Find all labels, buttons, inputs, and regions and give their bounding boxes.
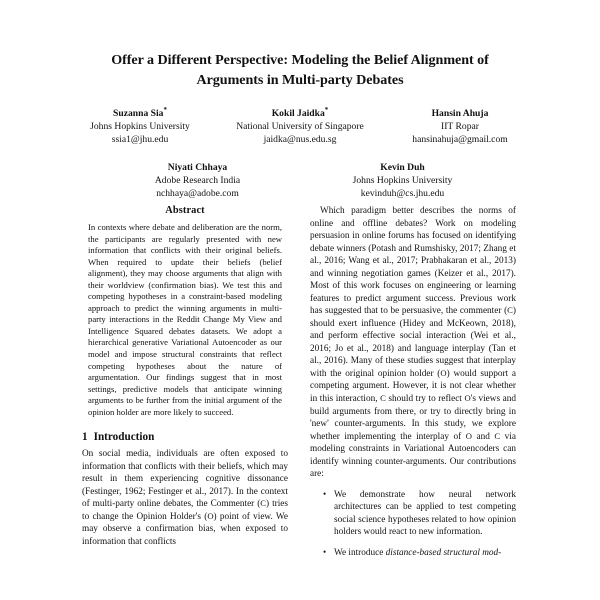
author-name-text: Suzanna Sia — [113, 108, 164, 120]
opinion-holder-symbol: O — [464, 392, 471, 403]
author-name — [220, 106, 380, 121]
list-item — [325, 547, 516, 560]
list-item-text-plain: We introduce — [334, 547, 386, 558]
contributions-list — [310, 489, 516, 560]
bullet-icon: • — [323, 547, 327, 558]
bullet-icon: • — [323, 489, 327, 500]
authors-row-2 — [0, 160, 600, 201]
author-email: hansinahuja@gmail.com — [412, 133, 508, 145]
rc-text-b: ) should exert influence (Hidey and McKeown, 2018), and perform effective social interaction (Wei et al., 2016; Jo et al., 2018) and language interplay (Tan et al., 2016). Many of these studies suggest that interplay with the original opinion holder ( — [310, 306, 516, 379]
author-email: ssia1@jhu.edu — [111, 133, 169, 145]
author-name — [300, 160, 505, 175]
list-item-text-emphasis: distance-based structural mod- — [385, 547, 502, 558]
author-affiliation: National University of Singapore — [236, 121, 364, 133]
author-name-text: Kevin Duh — [380, 161, 425, 173]
right-column-paragraph-1 — [310, 205, 516, 481]
rc-text-d: should try to reflect — [385, 393, 465, 404]
rc-text-e: 's views and build arguments from there, or try to directly bring in 'new' counter-arguments. In this study, we explore whether implementing the interplay of — [310, 393, 516, 442]
abstract-body — [82, 222, 288, 418]
paper-title-line-1: Offer a Different Perspective: Modeling the Belief Alignment of — [111, 52, 489, 68]
author-block — [60, 106, 220, 147]
abstract-heading: Abstract — [165, 205, 205, 216]
author-affiliation: Adobe Research India — [154, 174, 241, 186]
rc-text-c: ) would support a competing argument. However, it is not clear whether in this interaction, — [310, 368, 516, 404]
authors-row-1 — [0, 106, 600, 147]
author-name-text: Niyati Chhaya — [167, 161, 228, 173]
section-number: 1 — [82, 431, 88, 444]
title-block — [0, 0, 600, 90]
opinion-holder-symbol: O — [440, 367, 447, 378]
author-email: jaidka@nus.edu.sg — [263, 133, 337, 145]
author-footnote-marker: * — [324, 106, 329, 114]
rc-text-f: and — [471, 431, 495, 442]
section-heading-introduction — [82, 431, 288, 443]
list-item — [325, 489, 516, 539]
author-email: nchhaya@adobe.com — [156, 187, 239, 199]
right-column — [310, 205, 516, 600]
list-item-text — [334, 548, 501, 558]
author-name-text: Hansin Ahuja — [431, 108, 489, 120]
author-block — [220, 106, 380, 147]
author-name-text: Kokil Jaidka — [271, 108, 325, 120]
author-block — [380, 106, 540, 147]
intro-text-b: ) tries to change the Opinion Holder's ( — [82, 499, 288, 522]
body-columns — [0, 205, 600, 600]
opinion-holder-symbol: O — [207, 510, 214, 521]
author-email: kevinduh@cs.jhu.edu — [360, 187, 445, 199]
list-item-text: We demonstrate how neural network architectures can be applied to test competing social science hypotheses related to how opinion holders would react to new information. — [334, 489, 516, 538]
commenter-symbol: C — [507, 305, 513, 316]
commenter-symbol: C — [260, 498, 267, 509]
section-title: Introduction — [93, 431, 155, 444]
rc-text-a: Which paradigm better describes the norms of online and offline debates? Work on modeling persuasion in online forums has focused on identifying debate winners (Potash and Rumshisky, 2017; Zhang et al., 2016; Wang et al., 2017; Prabhakaran et al., 2013) and winning negotiation games (Keizer et al., 2017). Most of this work focuses on engineering or learning features to predict argument success. Previous work has suggested that to be persuasive, the commenter ( — [310, 206, 516, 317]
commenter-symbol: C — [380, 392, 386, 403]
author-name — [95, 160, 300, 175]
author-affiliation: Johns Hopkins University — [90, 121, 190, 133]
left-column — [82, 205, 288, 600]
opinion-holder-symbol: O — [465, 430, 472, 441]
author-block — [300, 160, 505, 201]
author-affiliation: IIT Ropar — [441, 121, 479, 133]
paper-title-line-2: Arguments in Multi-party Debates — [196, 72, 404, 88]
intro-text-a: On social media, individuals are often exposed to information that conflicts with their beliefs, which may result in them experiencing cognitive dissonance (Festinger, 1962; Festinger et al., 2017). In the context of multi-party online debates, the Commenter ( — [82, 449, 288, 510]
intro-text-c: ) point of view. We may observe a confirmation bias, when exposed to information that conflicts — [82, 511, 288, 548]
author-affiliation: Johns Hopkins University — [352, 174, 453, 186]
author-footnote-marker: * — [163, 106, 167, 114]
introduction-paragraph-1 — [82, 448, 288, 548]
abstract-paragraph: In contexts where debate and deliberation are the norm, the participants are regularly presented with new information that conflicts with their original beliefs. When required to update their beliefs (belief alignment), they may choose arguments that align with their worldview (confirmation bias). We test this and competing hypotheses in a constraint-based modeling approach to predict the winning arguments in multi-party interactions in the Reddit Change My View and Intelligence Squared debates datasets. We adopt a hierarchical generative Variational Autoencoder as our model and impose structural constraints that reflect competing hypotheses about the nature of argumentation. Our findings suggest that in most settings, predictive models that anticipate winning arguments to be further from the initial argument of the opinion holder are more likely to succeed. — [88, 222, 282, 417]
paper-title — [84, 50, 516, 90]
author-block — [95, 160, 300, 201]
rc-text-g: via modeling constraints in Variational Autoencoders can identify winning counter-arguments. Our contributions are: — [310, 431, 516, 480]
author-name — [60, 106, 220, 121]
commenter-symbol: C — [494, 430, 501, 441]
author-name — [380, 106, 540, 121]
